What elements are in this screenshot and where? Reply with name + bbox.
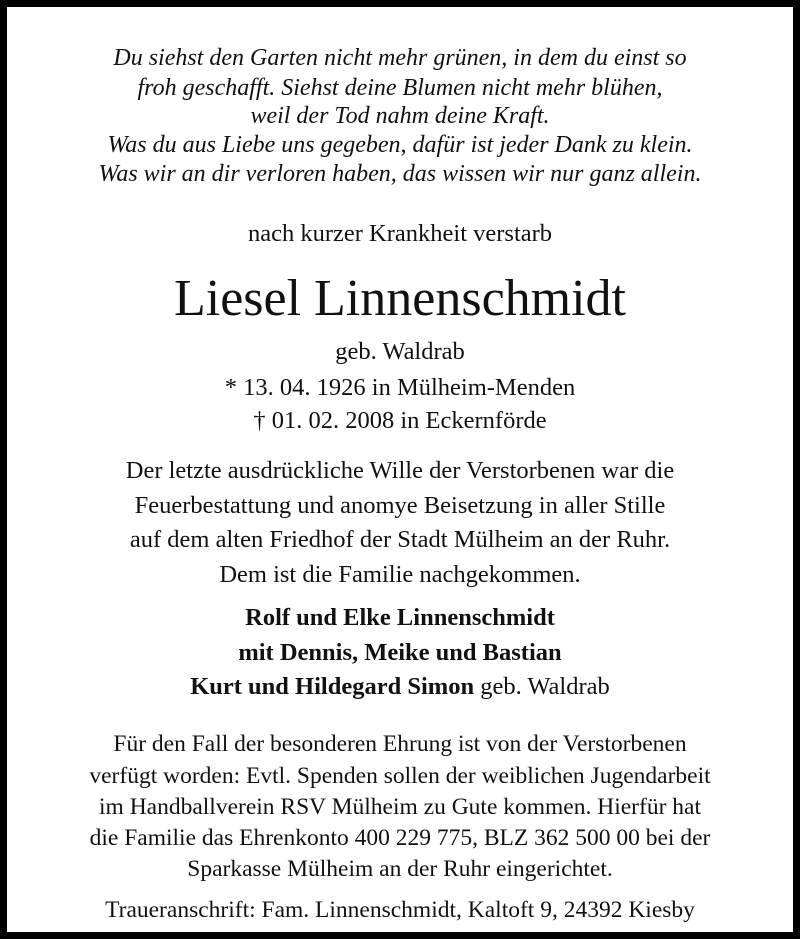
donation-line: im Handballverein RSV Mülheim zu Gute kommen. Hierfür hat: [99, 794, 701, 820]
deceased-name: Liesel Linnenschmidt: [173, 270, 626, 327]
poem-line: Was wir an dir verloren haben, das wissen wir nur ganz allein.: [98, 161, 702, 187]
poem-line: froh geschafft. Siehst deine Blumen nicht mehr blühen,: [137, 75, 663, 101]
donation-line: Für den Fall der besonderen Ehrung ist von der Verstorbenen: [113, 731, 687, 757]
family-line: Rolf und Elke Linnenschmidt: [245, 604, 555, 631]
donation-line: Sparkasse Mülheim an der Ruhr eingerichtet.: [187, 856, 613, 882]
statement-line: auf dem alten Friedhof der Stadt Mülheim an der Ruhr.: [129, 526, 671, 553]
birth-date: * 13. 04. 1926 in Mülheim-Menden: [224, 374, 576, 401]
family-maiden-name: geb. Waldrab: [474, 673, 610, 700]
family-line: [7, 672, 793, 702]
maiden-name: geb. Waldrab: [335, 338, 465, 365]
mourning-address: Traueranschrift: Fam. Linnenschmidt, Kaltoft 9, 24392 Kiesby: [105, 897, 695, 923]
family-line: mit Dennis, Meike und Bastian: [238, 639, 562, 666]
intro-text: nach kurzer Krankheit verstarb: [247, 220, 553, 247]
death-date: † 01. 02. 2008 in Eckernförde: [253, 407, 547, 434]
family-name-bold: Kurt und Hildegard Simon: [190, 673, 475, 700]
poem-line: Was du aus Liebe uns gegeben, dafür ist jeder Dank zu klein.: [107, 132, 693, 158]
poem-line: Du siehst den Garten nicht mehr grünen, in dem du einst so: [113, 45, 687, 71]
statement-line: Dem ist die Familie nachgekommen.: [219, 561, 581, 588]
poem-line: weil der Tod nahm deine Kraft.: [250, 103, 550, 129]
statement-line: Der letzte ausdrückliche Wille der Verstorbenen war die: [125, 457, 675, 484]
donation-line: verfügt worden: Evtl. Spenden sollen der weiblichen Jugendarbeit: [89, 763, 711, 789]
donation-line: die Familie das Ehrenkonto 400 229 775, BLZ 362 500 00 bei der: [89, 825, 711, 851]
statement-line: Feuerbestattung und anomye Beisetzung in aller Stille: [134, 492, 666, 519]
